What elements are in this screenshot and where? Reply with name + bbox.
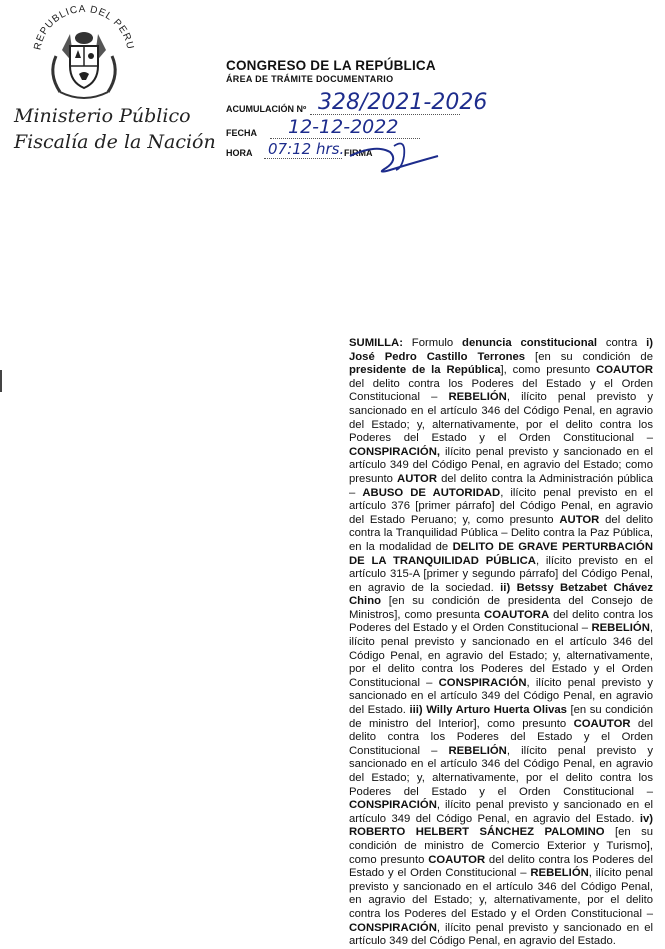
summary-text: del delito contra los Poderes del Estado y el Orden Constitucional –: [349, 377, 653, 404]
handwritten-signature: [346, 126, 446, 178]
summary-body: [349, 337, 653, 947]
summary-text: del delito contra los Poderes del Estado y el Orden Constitucional –: [349, 717, 653, 757]
stamp-time-label: HORA: [226, 148, 253, 158]
summary-text: , ilícito penal previsto en el artículo 376 [primer párrafo] del Código Penal, en agravio del Estado Peruano; y, como presunto: [349, 486, 654, 526]
summary-text: ilícito penal previsto y sancionado en el artículo 349 del Código Penal, en agravio del Estado; como presunto: [349, 445, 653, 485]
summary-emphasis: DELITO DE GRAVE PERTURBACIÓN DE LA TRANQUILIDAD PÚBLICA: [349, 540, 653, 567]
summary-text: del delito contra la Administración pública –: [349, 472, 653, 499]
stamp-date-value: 12-12-2022: [288, 116, 399, 138]
summary-emphasis: COAUTOR: [596, 364, 654, 377]
summary-emphasis: COAUTOR: [573, 717, 631, 730]
summary-text: , ilícito penal previsto y sancionado en el artículo 346 del Código Penal, en agravio del Estado; y, alternativamente, por el delito contra los Poderes del Estado y el Orden Constitucional –: [349, 391, 653, 445]
summary-emphasis: iii) Willy Arturo Huerta Olivas: [409, 704, 567, 717]
summary-emphasis: REBELIÓN: [448, 744, 507, 757]
summary-emphasis: REBELIÓN: [448, 391, 507, 404]
stamp-accession-value: 328/2021-2026: [318, 90, 488, 115]
summary-emphasis: ii) Betssy Betzabet Chávez Chino: [349, 581, 653, 608]
summary-text: , ilícito penal previsto y sancionado en el artículo 346 del Código Penal, en agravio del Estado; y, alternativamente, por el delito contra los Poderes del Estado y el Orden Constitucional –: [349, 867, 653, 920]
summary-emphasis: CONSPIRACIÓN: [349, 921, 437, 934]
summary-emphasis: presidente de la República: [349, 364, 501, 377]
stamp-time-value: 07:12 hrs.: [268, 140, 345, 158]
coat-of-arms-seal: [18, 4, 148, 104]
summary-emphasis: CONSPIRACIÓN,: [349, 445, 441, 458]
summary-text: contra: [597, 337, 647, 349]
summary-text: , ilícito penal previsto y sancionado en el artículo 349 del Código Penal, en agravio del Estado.: [349, 921, 653, 948]
summary-label: SUMILLA:: [349, 337, 403, 349]
stamp-area: ÁREA DE TRÁMITE DOCUMENTARIO: [226, 74, 394, 84]
summary-text: , ilícito penal previsto y sancionado en el artículo 349 del Código Penal, en agravio del Estado.: [349, 799, 653, 825]
summary-emphasis: AUTOR: [559, 513, 600, 526]
summary-paragraph: [349, 337, 653, 949]
stamp-accession-label: ACUMULACIÓN Nº: [226, 104, 307, 114]
summary-text: , ilícito penal previsto y sancionado en el artículo 349 del Código Penal, en agravio del Estado.: [349, 676, 653, 717]
institution-name-line2: Fiscalía de la Nación: [14, 131, 216, 153]
summary-emphasis: REBELIÓN: [530, 867, 589, 880]
summary-text: [en su condición de presidenta del Consejo de Ministros], como presunta: [349, 595, 653, 621]
summary-text: [en su condición de: [525, 350, 653, 363]
institution-name-line1: Ministerio Público: [14, 105, 191, 127]
summary-emphasis: ABUSO DE AUTORIDAD: [362, 486, 501, 499]
stamp-title: CONGRESO DE LA REPÚBLICA: [226, 58, 436, 73]
summary-text: ], como presunto: [500, 364, 597, 377]
summary-emphasis: denuncia constitucional: [462, 337, 598, 349]
summary-text: [en su condición de ministro de Comercio Exterior y Turismo], como presunto: [349, 826, 654, 866]
summary-text: , ilícito penal previsto y sancionado en el artículo 346 del Código Penal, en agravio del Estado; y, alternativamente, por el delito contra los Poderes del Estado y el Orden Constitucional –: [349, 622, 653, 689]
summary-text: del delito contra la Tranquilidad Pública – Delito contra la Paz Pública, en la modalidad de: [349, 513, 654, 553]
seal-arc-text: REPUBLICA DEL PERU: [32, 4, 136, 51]
summary-emphasis: COAUTOR: [428, 853, 486, 866]
summary-text: del delito contra los Poderes del Estado y el Orden Constitucional –: [349, 608, 653, 635]
stamp-date-label: FECHA: [226, 128, 257, 138]
summary-emphasis: i) José Pedro Castillo Terrones: [349, 337, 653, 363]
summary-emphasis: CONSPIRACIÓN: [349, 799, 437, 812]
summary-emphasis: AUTOR: [397, 472, 438, 485]
summary-text: del delito contra los Poderes del Estado y el Orden Constitucional –: [349, 853, 653, 880]
summary-emphasis: COAUTORA: [484, 608, 550, 621]
summary-text: [en su condición de ministro del Interior], como presunto: [349, 704, 653, 730]
summary-text: , ilícito penal previsto y sancionado en el artículo 346 del Código Penal, en agravio del Estado; y, alternativamente, por el delito contra los Poderes del Estado y el Orden Constitucional –: [349, 744, 653, 798]
page-edge-mark: [0, 370, 2, 392]
summary-emphasis: iv) ROBERTO HELBERT SÁNCHEZ PALOMINO: [349, 812, 653, 839]
reception-stamp: [226, 58, 526, 158]
summary-emphasis: REBELIÓN: [591, 622, 650, 635]
summary-text: Formulo: [402, 337, 463, 349]
summary-text: , ilícito previsto en el artículo 315-A [primer y segundo párrafo] del Código Penal, en agravio de la sociedad.: [349, 554, 653, 594]
stamp-signature-label: FIRMA: [344, 148, 373, 158]
summary-emphasis: CONSPIRACIÓN: [438, 676, 527, 689]
